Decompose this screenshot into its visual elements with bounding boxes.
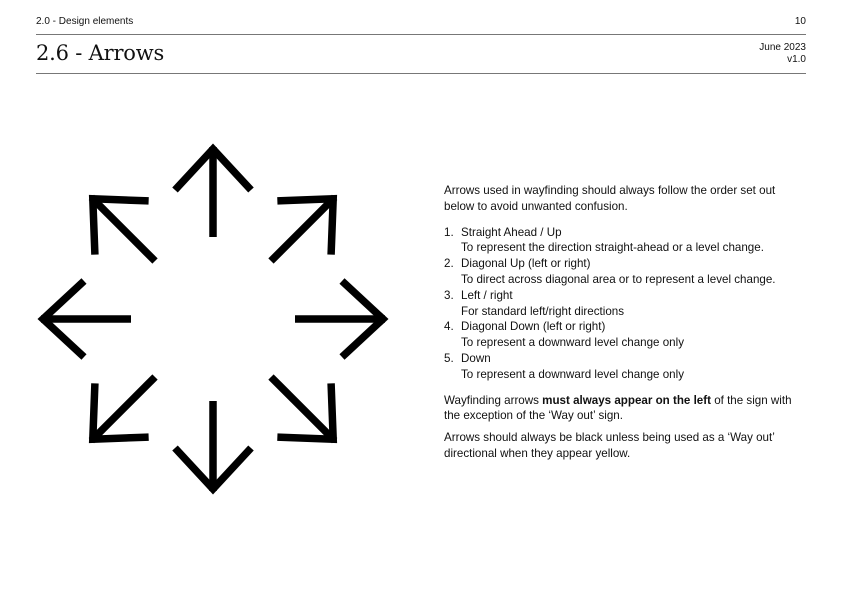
placement-rule-paragraph: [444, 393, 806, 425]
arrow-order-list: [444, 225, 806, 383]
list-number: 5.: [444, 351, 454, 365]
arrow-down-left-icon: [65, 350, 182, 467]
page-title: 2.6 - Arrows: [36, 41, 165, 65]
list-item: [444, 351, 806, 383]
guidance-text: [444, 183, 806, 462]
list-item-title: Down: [461, 351, 491, 365]
list-item-description: For standard left/right directions: [461, 304, 625, 318]
list-number: 4.: [444, 320, 454, 334]
colour-note-paragraph: Arrows should always be black unless being used as a ‘Way out’ directional when they appear yellow.: [444, 431, 775, 460]
arrow-left-icon: [41, 281, 131, 357]
arrow-set-illustration: [30, 136, 396, 502]
arrow-down-right-icon: [244, 350, 361, 467]
arrow-right-icon: [295, 281, 385, 357]
placement-rule-suffix: of the sign with the exception of the ‘Way out’ sign.: [444, 393, 792, 423]
page-number: 10: [794, 16, 806, 27]
list-item-title: Diagonal Up (left or right): [461, 257, 591, 271]
document-date: June 2023: [759, 42, 806, 53]
header-top-rule: [36, 34, 806, 35]
list-number: 1.: [444, 225, 454, 239]
list-number: 3.: [444, 288, 454, 302]
arrow-up-icon: [175, 147, 251, 237]
arrow-up-right-icon: [244, 171, 361, 288]
document-meta: [759, 42, 806, 66]
list-item-title: Straight Ahead / Up: [461, 225, 562, 239]
list-item: [444, 225, 806, 257]
placement-rule-emphasis: must always appear on the left: [542, 393, 711, 407]
document-version: v1.0: [787, 54, 806, 65]
list-item: [444, 256, 806, 288]
list-item-description: To represent the direction straight-ahead or a level change.: [461, 241, 764, 255]
intro-paragraph: Arrows used in wayfinding should always follow the order set out below to avoid unwanted confusion.: [444, 184, 776, 213]
list-item: [444, 319, 806, 351]
section-label: 2.0 - Design elements: [36, 16, 134, 27]
arrow-down-icon: [175, 401, 251, 491]
arrow-up-left-icon: [65, 171, 182, 288]
list-item-description: To direct across diagonal area or to represent a level change.: [461, 272, 776, 286]
list-item-title: Diagonal Down (left or right): [461, 320, 606, 334]
header-bottom-rule: [36, 73, 806, 74]
list-item-description: To represent a downward level change only: [461, 367, 684, 381]
list-item-title: Left / right: [461, 288, 513, 302]
list-item-description: To represent a downward level change only: [461, 336, 684, 350]
placement-rule-prefix: Wayfinding arrows: [444, 393, 543, 407]
list-number: 2.: [444, 257, 454, 271]
list-item: [444, 288, 806, 320]
